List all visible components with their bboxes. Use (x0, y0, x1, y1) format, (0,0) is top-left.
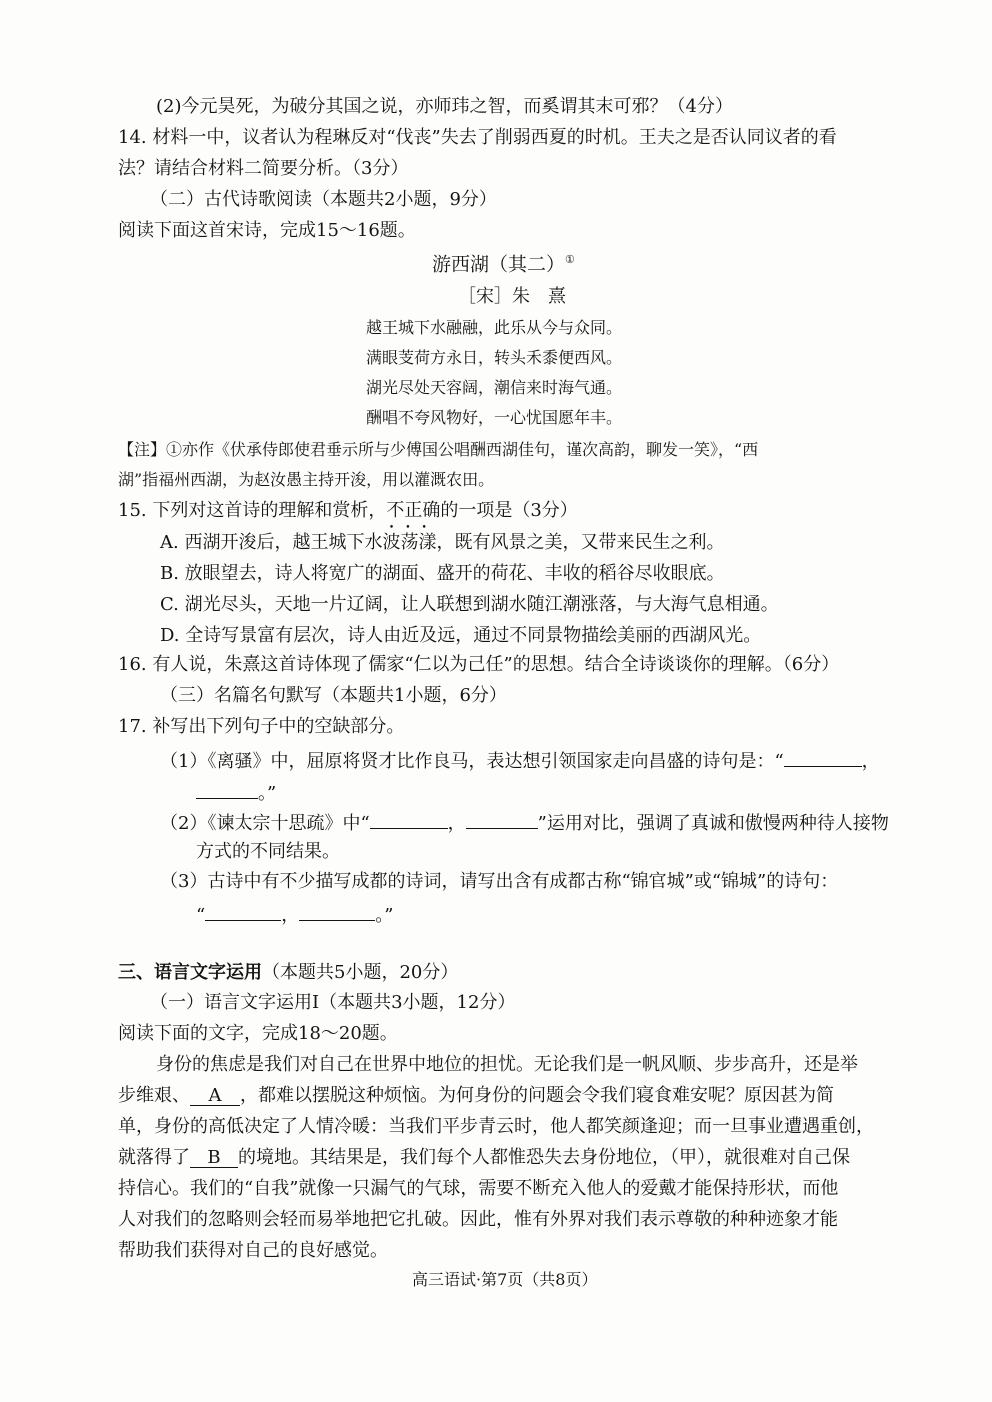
section-famous-lines: （三）名篇名句默写（本题共1小题，6分） (160, 685, 507, 706)
answer-blank[interactable] (370, 812, 448, 829)
poem-author: ［宋］朱 熹 (458, 286, 566, 307)
q15-option-c: C. 湖光尽头，天地一片辽阔，让人联想到湖水随江潮涨落，与大海气息相通。 (160, 594, 779, 615)
q15-emphasis (386, 500, 441, 533)
q16: 16. 有人说，朱熹这首诗体现了儒家“仁以为己任”的思想。结合全诗谈谈你的理解。（6分） (118, 654, 840, 675)
answer-blank[interactable] (196, 782, 258, 799)
passage-text: 步维艰、 (118, 1085, 190, 1106)
page-footer: 高三语试·第7页（共8页） (412, 1270, 598, 1289)
q17-part3-end: 。” (375, 905, 394, 926)
poem-note-line1: 【注】①亦作《伏承侍郎使君垂示所与少傅国公唱酬西湖佳句，谨次高韵，聊发一笑》，“西 (118, 440, 759, 459)
q17-part2-comma: ， (447, 813, 466, 834)
q15-option-d: D. 全诗写景富有层次，诗人由近及远，通过不同景物描绘美丽的西湖风光。 (160, 625, 762, 646)
q17-part1-end: 。” (258, 783, 277, 804)
q15-option-b: B. 放眼望去，诗人将宽广的湖面、盛开的荷花、丰收的稻谷尽收眼底。 (160, 563, 725, 584)
emphasis-dots: ••• (388, 523, 438, 533)
passage-line: 帮助我们获得对自己的良好感觉。 (118, 1240, 388, 1261)
passage-instructions: 阅读下面的文字，完成18～20题。 (118, 1023, 398, 1044)
poem-line: 满眼芰荷方永日，转头禾黍便西风。 (366, 348, 623, 367)
passage-text: 的境地。其结果是，我们每个人都惟恐失去身份地位，（甲），就很难对自己保 (238, 1147, 850, 1168)
q17-part1-line1 (160, 750, 880, 771)
q13-part2: (2)今元昊死，为破分其国之说，亦师玮之智，而奚谓其末可邪？（4分） (156, 96, 733, 117)
section-3-info: （本题共5小题，20分） (262, 962, 459, 983)
q15-stem-tail: 的一项是（3分） (440, 500, 578, 521)
passage-line: 单，身份的高低决定了人情冷暖：当我们平步青云时，他人都笑颜逢迎；而一旦事业遭遇重创， (118, 1116, 874, 1137)
blank-a[interactable]: A (190, 1087, 240, 1106)
passage-text: ，都难以摆脱这种烦恼。为何身份的问题会令我们寝食难安呢？原因甚为简 (240, 1085, 834, 1106)
poem-note-line2: 湖”指福州西湖，为赵汝愚主持开浚，用以灌溉农田。 (118, 470, 495, 489)
passage-text: 就落得了 (118, 1147, 190, 1168)
poem-title-text: 游西湖（其二） (432, 253, 566, 276)
passage-line (118, 1149, 850, 1168)
answer-blank[interactable] (205, 904, 281, 921)
q17-part2-line1 (160, 812, 889, 833)
section-3-title: 三、语言文字运用 (118, 962, 262, 983)
q17-stem: 17. 补写出下列句子中的空缺部分。 (118, 716, 405, 737)
poem-title-note-mark: ① (565, 253, 575, 266)
q17-part1-comma: ， (861, 751, 880, 772)
q15-stem-text: 15. 下列对这首诗的理解和赏析， (118, 500, 387, 521)
q17-part2-line2: 方式的不同结果。 (196, 841, 340, 862)
q17-part3-comma: ， (281, 905, 300, 926)
q15-option-a: A. 西湖开浚后，越王城下水波荡漾，既有风景之美，又带来民生之利。 (160, 532, 725, 553)
poem-line: 酬唱不夸风物好，一心忧国愿年丰。 (366, 408, 623, 427)
q17-part2-tail: ”运用对比，强调了真诚和傲慢两种待人接物 (537, 813, 889, 834)
q17-part2-text: （2）《谏太宗十思疏》中“ (160, 813, 370, 834)
passage-line: 人对我们的忽略则会轻而易举地把它扎破。因此，惟有外界对我们表示尊敬的种种迹象才能 (118, 1209, 838, 1230)
section-3-1: （一）语言文字运用Ⅰ（本题共3小题，12分） (150, 992, 516, 1013)
q17-part1-text: （1）《离骚》中，屈原将贤才比作良马，表达想引领国家走向昌盛的诗句是：“ (160, 751, 784, 772)
blank-b[interactable]: B (190, 1149, 238, 1168)
answer-blank[interactable] (466, 812, 538, 829)
answer-blank[interactable] (784, 750, 862, 767)
q17-part3-open: “ (196, 905, 206, 926)
poem-title (432, 254, 575, 274)
poem-line: 湖光尽处天容阔，潮信来时海气通。 (366, 378, 623, 397)
q15-emphasis-text: 不正确 (386, 500, 441, 521)
q17-part3-line2 (196, 904, 393, 925)
passage-line (118, 1087, 834, 1106)
section-ancient-poetry: （二）古代诗歌阅读（本题共2小题，9分） (150, 189, 497, 210)
poem-line: 越王城下水融融，此乐从今与众同。 (366, 318, 623, 337)
q15-stem (118, 500, 578, 533)
q17-part1-line2 (196, 782, 276, 803)
passage-line: 持信心。我们的“自我”就像一只漏气的气球，需要不断充入他人的爱戴才能保持形状，而他 (118, 1178, 839, 1199)
q14-line2: 法？请结合材料二简要分析。（3分） (118, 158, 409, 179)
section-3-heading (118, 964, 458, 982)
q17-part3-line1: （3）古诗中有不少描写成都的诗词，请写出含有成都古称“锦官城”或“锦城”的诗句： (160, 871, 839, 892)
answer-blank[interactable] (299, 904, 375, 921)
poem-instructions: 阅读下面这首宋诗，完成15～16题。 (118, 220, 416, 241)
passage-line: 身份的焦虑是我们对自己在世界中地位的担忧。无论我们是一帆风顺、步步高升，还是举 (156, 1054, 858, 1075)
q14-line1: 14. 材料一中，议者认为程琳反对“伐丧”失去了削弱西夏的时机。王夫之是否认同议者的看 (118, 127, 837, 148)
